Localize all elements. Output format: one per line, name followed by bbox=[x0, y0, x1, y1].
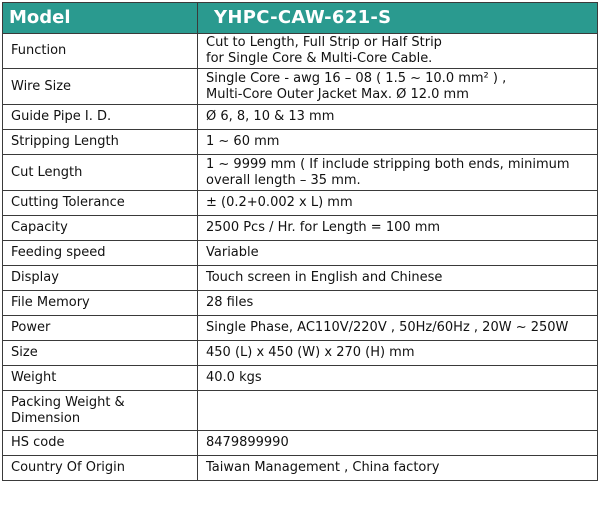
table-row bbox=[3, 69, 598, 105]
spec-value: Taiwan Management , China factory bbox=[198, 456, 598, 481]
model-label: Model bbox=[3, 3, 198, 34]
spec-label: Stripping Length bbox=[3, 130, 198, 155]
spec-label: Function bbox=[3, 34, 198, 69]
spec-value: 40.0 kgs bbox=[198, 366, 598, 391]
spec-label: Country Of Origin bbox=[3, 456, 198, 481]
spec-label: Cut Length bbox=[3, 155, 198, 191]
spec-label: HS code bbox=[3, 431, 198, 456]
table-row bbox=[3, 191, 598, 216]
table-row bbox=[3, 431, 598, 456]
table-row bbox=[3, 266, 598, 291]
table-row bbox=[3, 456, 598, 481]
table-row bbox=[3, 130, 598, 155]
table-row bbox=[3, 341, 598, 366]
spec-value: Ø 6, 8, 10 & 13 mm bbox=[198, 105, 598, 130]
spec-label: Size bbox=[3, 341, 198, 366]
spec-label: Wire Size bbox=[3, 69, 198, 105]
spec-value: Touch screen in English and Chinese bbox=[198, 266, 598, 291]
spec-value: ± (0.2+0.002 x L) mm bbox=[198, 191, 598, 216]
spec-label: Cutting Tolerance bbox=[3, 191, 198, 216]
spec-label: Guide Pipe I. D. bbox=[3, 105, 198, 130]
table-row bbox=[3, 105, 598, 130]
spec-label: File Memory bbox=[3, 291, 198, 316]
spec-value: 1 ~ 60 mm bbox=[198, 130, 598, 155]
spec-value: 28 files bbox=[198, 291, 598, 316]
spec-label: Weight bbox=[3, 366, 198, 391]
table-row bbox=[3, 155, 598, 191]
spec-label: Power bbox=[3, 316, 198, 341]
spec-label: Capacity bbox=[3, 216, 198, 241]
table-row bbox=[3, 216, 598, 241]
spec-value: 1 ~ 9999 mm ( If include stripping both ends, minimum overall length – 35 mm. bbox=[198, 155, 598, 191]
table-row bbox=[3, 391, 598, 431]
spec-value: Variable bbox=[198, 241, 598, 266]
spec-value: Cut to Length, Full Strip or Half Strip for Single Core & Multi-Core Cable. bbox=[198, 34, 598, 69]
table-row bbox=[3, 316, 598, 341]
table-row bbox=[3, 366, 598, 391]
spec-value: Single Core - awg 16 – 08 ( 1.5 ~ 10.0 mm² ) , Multi-Core Outer Jacket Max. Ø 12.0 mm bbox=[198, 69, 598, 105]
spec-label: Feeding speed bbox=[3, 241, 198, 266]
table-header-row bbox=[3, 3, 598, 34]
spec-value: 450 (L) x 450 (W) x 270 (H) mm bbox=[198, 341, 598, 366]
spec-value: 2500 Pcs / Hr. for Length = 100 mm bbox=[198, 216, 598, 241]
model-number: YHPC-CAW-621-S bbox=[198, 3, 598, 34]
table-row bbox=[3, 241, 598, 266]
spec-value: Single Phase, AC110V/220V , 50Hz/60Hz , 20W ~ 250W bbox=[198, 316, 598, 341]
spec-label: Display bbox=[3, 266, 198, 291]
spec-label: Packing Weight & Dimension bbox=[3, 391, 198, 431]
table-row bbox=[3, 291, 598, 316]
spec-value bbox=[198, 391, 598, 431]
table-row bbox=[3, 34, 598, 69]
spec-table bbox=[2, 2, 598, 481]
spec-value: 8479899990 bbox=[198, 431, 598, 456]
